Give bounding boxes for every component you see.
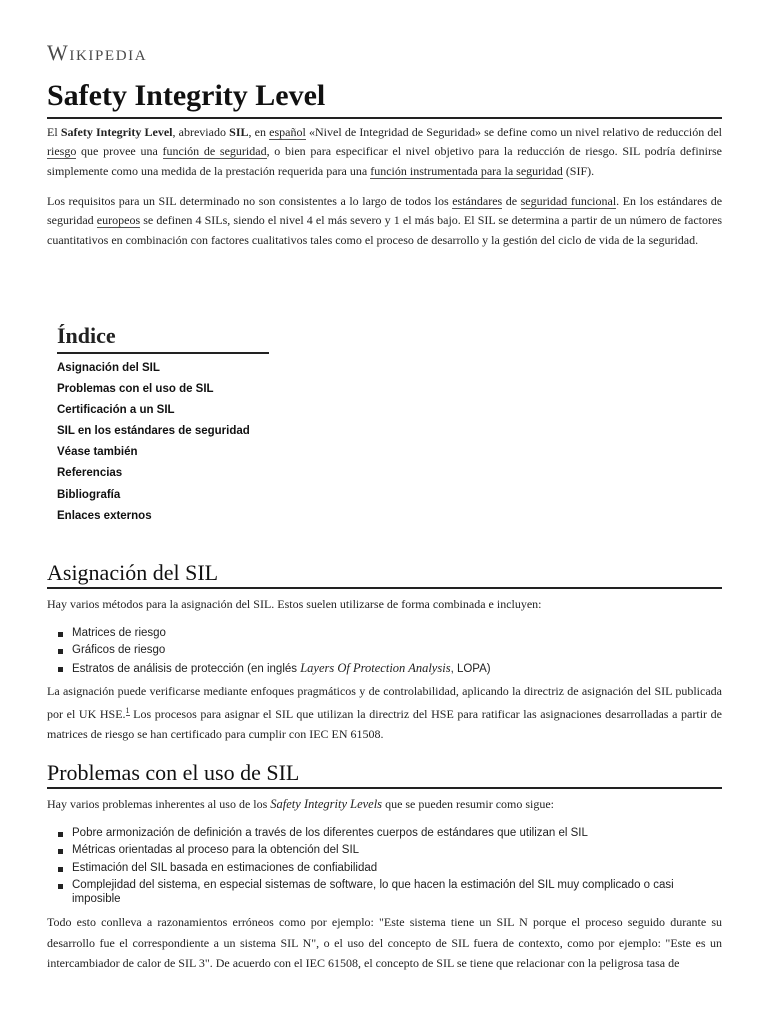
toc-list <box>57 358 269 527</box>
list-item: Complejidad del sistema, en especial sistemas de software, lo que hacen la estimación del SIL muy complicado o casi imposible <box>47 877 722 906</box>
link-estandares[interactable]: estándares <box>452 194 503 208</box>
toc-item-enlaces[interactable]: Enlaces externos <box>57 509 152 522</box>
problemas-intro <box>47 795 722 814</box>
toc-item-referencias[interactable]: Referencias <box>57 467 123 480</box>
text: , LOPA) <box>450 662 491 675</box>
asignacion-methods-list <box>47 625 722 678</box>
problemas-paragraph: Todo esto conlleva a razonamientos erróneos como por ejemplo: "Este sistema tiene un SIL N porque el proceso seguido durante su desarrollo fue el correspondiente a un sistema SIL N", o el uso del concepto de SIL fuera de contexto, como por ejemplo: "Este es un intercambiador de calor de SIL 3". De acuerdo con el IEC 61508, el concepto de SIL se tiene que relacionar con la peligrosa tasa de <box>47 915 722 971</box>
link-funcion-seguridad[interactable]: función de seguridad <box>162 144 267 159</box>
text: de <box>502 194 521 208</box>
text: . En los estándares de seguridad <box>47 194 723 228</box>
toc-item-vease[interactable]: Véase también <box>57 446 138 459</box>
toc-item-asignacion[interactable]: Asignación del SIL <box>57 362 160 374</box>
bold-abbrev: SIL <box>229 125 249 139</box>
toc-item-certificacion[interactable]: Certificación a un SIL <box>57 404 175 417</box>
asignacion-intro: Hay varios métodos para la asignación del SIL. Estos suelen utilizarse de forma combinada e incluyen: <box>47 597 542 611</box>
text: La asignación puede verificarse mediante enfoques pragmáticos y de controlabilidad, aplicando la directriz de asignación del SIL publicada por el UK HSE. <box>47 684 722 722</box>
toc-item-estandares[interactable]: SIL en los estándares de seguridad <box>57 425 250 438</box>
list-item: Estimación del SIL basada en estimaciones de confiabilidad <box>47 860 722 877</box>
text: que se pueden resumir como sigue: <box>382 797 555 811</box>
toc-item-problemas[interactable]: Problemas con el uso de SIL <box>57 383 214 396</box>
link-sif[interactable]: función instrumentada para la seguridad <box>370 163 563 178</box>
list-item: Gráficos de riesgo <box>47 642 722 659</box>
toc-item-bibliografia[interactable]: Bibliografía <box>57 488 121 501</box>
link-riesgo[interactable]: riesgo <box>47 144 77 159</box>
italic-term: Safety Integrity Levels <box>270 797 383 811</box>
text: «Nivel de Integridad de Seguridad» se define como un nivel relativo de reducción del <box>305 125 723 139</box>
page-title: Safety Integrity Level <box>47 79 326 112</box>
text: El <box>47 125 61 139</box>
link-europeos[interactable]: europeos <box>96 213 141 228</box>
text: Los requisitos para un SIL determinado no son consistentes a lo largo de todos los <box>47 194 453 208</box>
list-item: Pobre armonización de definición a través de los diferentes cuerpos de estándares que utilizan el SIL <box>47 825 722 842</box>
section-divider <box>47 787 722 789</box>
intro-paragraph-2 <box>47 192 722 250</box>
section-heading-problemas: Problemas con el uso de SIL <box>47 760 300 785</box>
italic-term: Layers Of Protection Analysis <box>300 660 451 675</box>
text: , o bien para especificar el nivel objetivo para la reducción de riesgo. SIL podría definirse simplemente como una medida de la prestación requerida para una <box>47 144 723 178</box>
link-espanol[interactable]: español <box>269 125 306 139</box>
text: , abreviado <box>172 125 230 139</box>
toc-title: Índice <box>57 323 116 348</box>
asignacion-paragraph <box>47 682 722 744</box>
link-seguridad-funcional[interactable]: seguridad funcional <box>520 194 617 208</box>
text: (SIF). <box>562 163 595 178</box>
section-divider <box>47 587 722 589</box>
section-heading-asignacion: Asignación del SIL <box>47 560 219 585</box>
table-of-contents <box>57 322 269 527</box>
toc-divider <box>57 352 269 354</box>
text: se definen 4 SILs, siendo el nivel 4 el más severo y 1 el más bajo. El SIL se determina a partir de un número de factores cuantitativos en combinación con factores cualitativos tales como el proceso de desarrollo y la gestión del ciclo de vida de la seguridad. <box>47 213 722 247</box>
bold-term: Safety Integrity Level <box>60 125 173 139</box>
text: Estratos de análisis de protección (en inglés <box>72 662 301 675</box>
problemas-list <box>47 825 722 906</box>
list-item: Matrices de riesgo <box>47 625 722 642</box>
text: , en <box>248 125 270 139</box>
wikipedia-logo[interactable]: Wikipedia <box>47 40 148 65</box>
list-item: Métricas orientadas al proceso para la obtención del SIL <box>47 842 722 859</box>
intro-paragraph-1 <box>47 123 722 181</box>
text: Hay varios problemas inherentes al uso de los <box>47 797 271 811</box>
title-divider <box>47 117 722 119</box>
reference-link[interactable]: 1 <box>125 706 130 716</box>
text: que provee una <box>76 144 163 159</box>
list-item <box>47 660 722 678</box>
text: Los procesos para asignar el SIL que utilizan la directriz del HSE para ratificar las asignaciones desarrolladas a partir de matrices de riesgo se han certificado para cumplir con IEC EN 61508. <box>47 707 722 741</box>
